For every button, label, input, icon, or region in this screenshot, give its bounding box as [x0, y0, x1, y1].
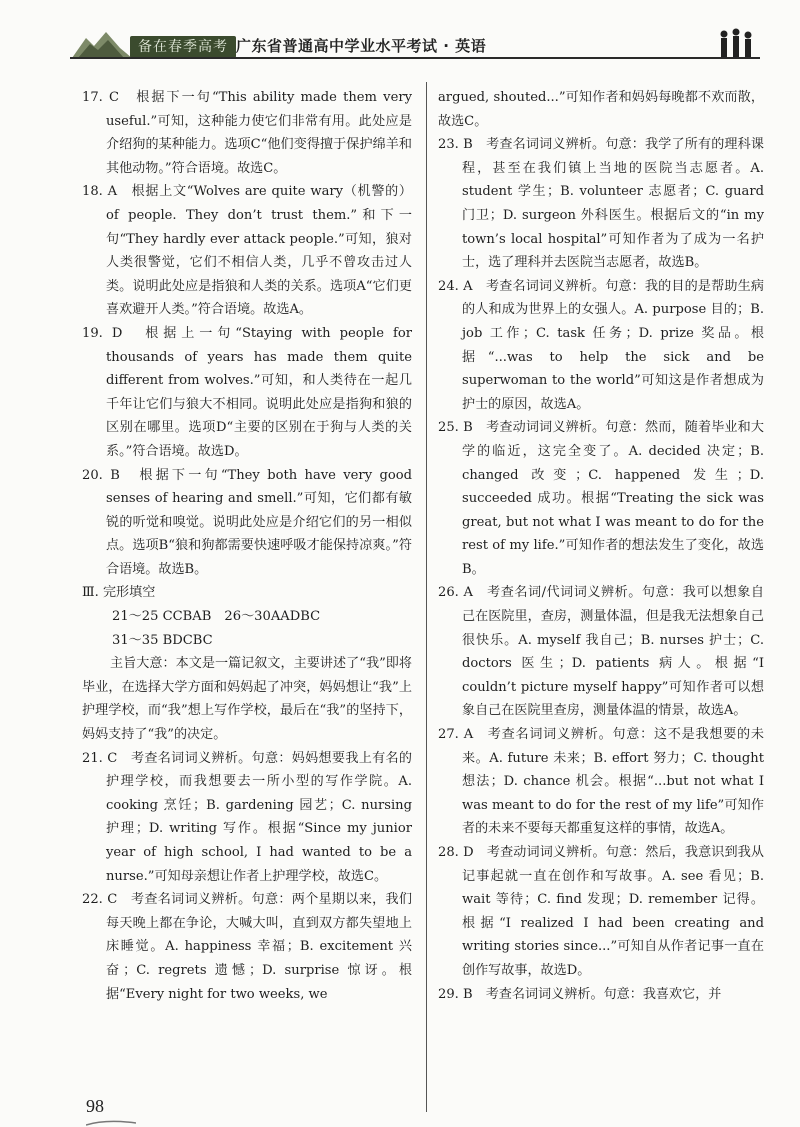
left-column [82, 86, 412, 1006]
column-divider [426, 82, 427, 1112]
section-paragraph: Ⅲ. 完形填空 [82, 585, 156, 601]
people-icon [716, 28, 756, 58]
page-swoosh-icon [86, 1119, 136, 1127]
header-rule [70, 57, 760, 59]
answer-explanation: 29. B 考查名词词义辨析。句意：我喜欢它，并 [438, 986, 722, 1002]
answer-explanation: 25. B 考查动词词义辨析。句意：然而，随着毕业和大学的临近，这完全变了。A. decided 决定；B. changed 改变；C. happened 发生；D. succeeded 成功。根据“Treating the sick was great, but not what I was meant to do for the rest of my life.”可知作者的想法发生了变化，故选B。 [438, 420, 764, 577]
summary-paragraph: 主旨大意：本文是一篇记叙文，主要讲述了“我”即将毕业，在选择大学方面和妈妈起了冲突，妈妈想让“我”上护理学校，而“我”想上写作学校，最后在“我”的坚持下，妈妈支持了“我”的决定。 [82, 656, 412, 743]
answer-explanation: 19. D 根据上一句“Staying with people for thousands of years has made them quite different from wolves.”可知，和人类待在一起几千年让它们与狼大不相同。说明此处应是指狗和狼的区别在哪里。选项D“主要的区别在于狗与人类的关系。”符合语境。故选D。 [82, 325, 412, 459]
answer-explanation: 28. D 考查动词词义辨析。句意：然后，我意识到我从记事起就一直在创作和写故事。A. see 看见；B. wait 等待；C. find 发现；D. remember 记得。根据“I realized I had been creating and writing stories since...”可知自从作者记事一直在创作写故事，故选D。 [438, 845, 764, 978]
answer-explanation: 18. A 根据上文“Wolves are quite wary（机警的）of people. They don’t trust them.”和下一句“They hardly ever attack people.”可知，狼对人类很警觉，它们不相信人类，几乎不曾攻击过人类。说明此处应是指狼和人类的关系。选项A“它们更喜欢避开人类。”符合语境。故选A。 [82, 184, 412, 318]
right-column [438, 86, 764, 1006]
header-title: 广东省普通高中学业水平考试 · 英语 [236, 37, 487, 55]
answer-explanation: 26. A 考查名词/代词词义辨析。句意：我可以想象自己在医院里，查房，测量体温，但是我无法想象自己很快乐。A. myself 我自己；B. nurses 护士；C. doctors 医生；D. patients 病人。根据“I couldn’t picture myself happy”可知作者可以想象自己在医院里查房，测量体温的情景，故选A。 [438, 585, 764, 719]
answer-explanation: 21. C 考查名词词义辨析。句意：妈妈想要我上有名的护理学校，而我想要去一所小型的写作学院。A. cooking 烹饪；B. gardening 园艺；C. nursing 护理；D. writing 写作。根据“Since my junior year of high school, I had wanted to be a nurse.”可知母亲想让作者上护理学校，故选C。 [82, 750, 412, 884]
answer-explanation: 17. C 根据下一句“This ability made them very useful.”可知，这种能力使它们非常有用。此处应是介绍狗的某种能力。选项C“他们变得擅于保护绵羊和其他动物。”符合语境。故选C。 [82, 90, 412, 176]
page-number: 98 [86, 1096, 104, 1116]
answer-explanation: 20. B 根据下一句“They both have very good senses of hearing and smell.”可知，它们都有敏锐的听觉和嗅觉。说明此处应是介绍它们的另一相似点。选项B“狼和狗都需要快速呼吸才能保持凉爽。”符合语境。故选B。 [82, 467, 412, 577]
answer-explanation: 22. C 考查名词词义辨析。句意：两个星期以来，我们每天晚上都在争论，大喊大叫，直到双方都失望地上床睡觉。A. happiness 幸福；B. excitement 兴奋；C. regrets 遗憾；D. surprise 惊讶。根据“Every night for two weeks, we [82, 892, 412, 1002]
mountain-logo-icon [72, 30, 132, 58]
answer-explanation: 23. B 考查名词词义辨析。句意：我学了所有的理科课程，甚至在我们镇上当地的医院当志愿者。A. student 学生；B. volunteer 志愿者；C. guard 门卫；D. surgeon 外科医生。根据后文的“in my town’s local hospital”可知作者为了成为一名护士，选了理科并去医院当志愿者，故选B。 [438, 137, 764, 271]
answers-paragraph: 21～25 CCBAB 26～30AADBC [112, 609, 321, 625]
answer-explanation: 24. A 考查名词词义辨析。句意：我的目的是帮助生病的人和成为世界上的女强人。A. purpose 目的；B. job 工作；C. task 任务；D. prize 奖品。根据“...was to help the sick and be superwoman to the world”可知这是作者想成为护士的原因，故选A。 [438, 278, 764, 412]
answer-explanation: 27. A 考查名词词义辨析。句意：这不是我想要的未来。A. future 未来；B. effort 努力；C. thought 想法；D. chance 机会。根据“...but not what I was meant to do for the rest of my life”可知作者的未来不要每天都重复这样的事情，故选A。 [438, 727, 764, 837]
header-badge: 备在春季高考 [130, 36, 236, 58]
answers-paragraph: 31～35 BDCBC [112, 632, 213, 648]
cont-paragraph: argued, shouted...”可知作者和妈妈每晚都不欢而散，故选C。 [438, 90, 764, 129]
page-header [0, 0, 800, 64]
